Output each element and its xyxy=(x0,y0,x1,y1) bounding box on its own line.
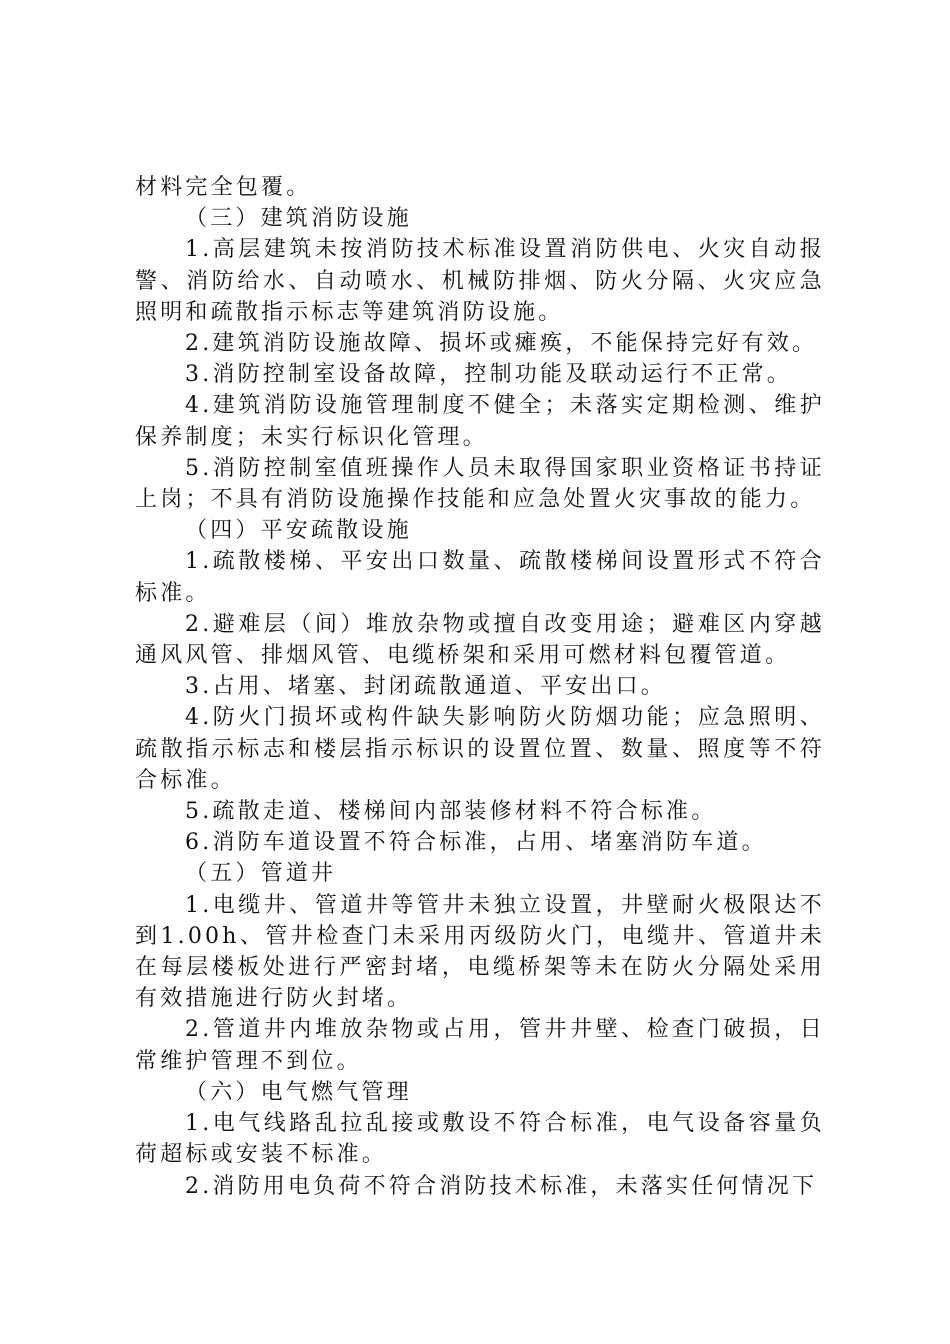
list-item: 3.占用、堵塞、封闭疏散通道、平安出口。 xyxy=(185,674,666,700)
section-heading-electrical-gas-management: （六）电气燃气管理 xyxy=(185,1079,412,1105)
section-heading-building-fire-facilities: （三）建筑消防设施 xyxy=(185,206,412,232)
list-item: 1.高层建筑未按消防技术标准设置消防供电、火灾自动报警、消防给水、自动喷水、机械防排烟、防火分隔、火灾应急照明和疏散指示标志等建筑消防设施。 xyxy=(135,237,825,325)
paragraph-continuation: 材料完全包覆。 xyxy=(135,175,312,200)
list-item: 1.疏散楼梯、平安出口数量、疏散楼梯间设置形式不符合标准。 xyxy=(135,549,825,606)
list-item: 2.建筑消防设施故障、损坏或瘫痪，不能保持完好有效。 xyxy=(185,331,818,357)
list-item: 1.电气线路乱拉乱接或敷设不符合标准，电气设备容量负荷超标或安装不标准。 xyxy=(135,1111,825,1168)
section-heading-pipe-shafts: （五）管道井 xyxy=(185,861,337,887)
list-item: 3.消防控制室设备故障，控制功能及联动运行不正常。 xyxy=(185,362,792,388)
list-item: 1.电缆井、管道井等管井未独立设置，井壁耐火极限达不到1.00h、管井检查门未采用丙级防火门，电缆井、管道井未在每层楼板处进行严密封堵，电缆桥架等未在防火分隔处采用有效措施进行防火封堵。 xyxy=(135,892,825,1012)
section-heading-evacuation-facilities: （四）平安疏散设施 xyxy=(185,518,412,544)
list-item: 2.避难层（间）堆放杂物或擅自改变用途；避难区内穿越通风风管、排烟风管、电缆桥架和采用可燃材料包覆管道。 xyxy=(135,611,825,669)
list-item: 2.消防用电负荷不符合消防技术标准，未落实任何情况下 xyxy=(185,1173,818,1199)
list-item: 4.建筑消防设施管理制度不健全；未落实定期检测、维护保养制度；未实行标识化管理。 xyxy=(135,393,825,450)
list-item: 4.防火门损坏或构件缺失影响防火防烟功能；应急照明、疏散指示标志和楼层指示标识的设置位置、数量、照度等不符合标准。 xyxy=(135,705,825,793)
list-item: 2.管道井内堆放杂物或占用，管井井壁、检查门破损，日常维护管理不到位。 xyxy=(135,1017,825,1074)
list-item: 6.消防车道设置不符合标准，占用、堵塞消防车道。 xyxy=(185,830,767,856)
document-body xyxy=(135,172,825,1202)
list-item: 5.疏散走道、楼梯间内部装修材料不符合标准。 xyxy=(185,799,717,825)
list-item: 5.消防控制室值班操作人员未取得国家职业资格证书持证上岗；不具有消防设施操作技能和应急处置火灾事故的能力。 xyxy=(135,455,825,513)
